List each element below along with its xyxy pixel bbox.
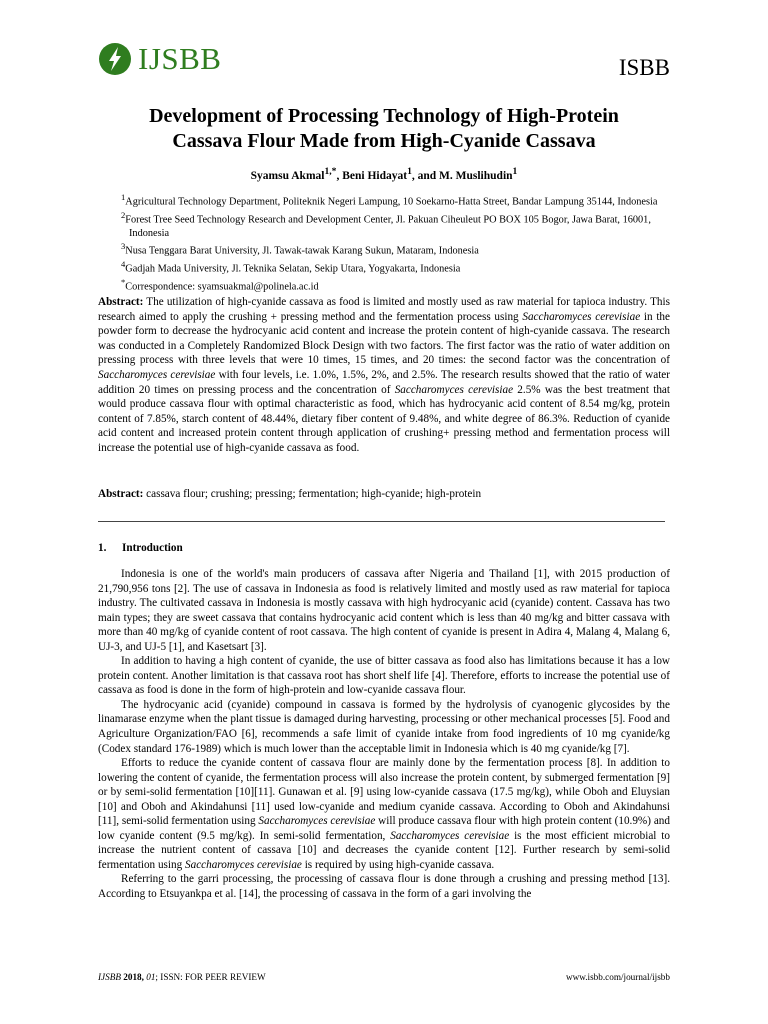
species-name: Saccharomyces cerevisiae — [390, 829, 510, 842]
affiliation-sup: 4 — [121, 259, 126, 270]
author-sup: 1 — [512, 166, 518, 177]
title-line: Development of Processing Technology of High-Protein — [149, 105, 619, 127]
journal-abbreviation: ISBB — [618, 55, 670, 80]
paragraph-text: is the most efficient microbial to increase the nutrient content of cassava [10] and decreases the cyanide content [12]. Further research by semi-solid fermentation using — [98, 829, 670, 871]
paragraph-text: is required by using high-cyanide cassava. — [301, 858, 495, 871]
affiliation — [121, 191, 668, 209]
paper-title — [60, 104, 708, 154]
footer-volume: 01 — [146, 972, 156, 982]
author-list — [60, 166, 708, 182]
paragraph — [98, 654, 670, 698]
paragraph-text: The hydrocyanic acid (cyanide) compound in cassava is formed by the hydrolysis of cyanogenic glycosides by the linamarase enzyme when the plant tissue is damaged during harvesting, processing or other mechanical processes [5]. Food and Agriculture Organization/FAO [6], recommends a safe limit of cyanide intake from food ingredients of 10 mg cyanide/kg (Codex standard 176-1989) which is much lower than the acceptable limit in Indonesia which is 40 mg cyanide/kg [7]. — [98, 698, 670, 755]
author-separator: , and — [411, 169, 440, 182]
footer-year: 2018, — [120, 972, 147, 982]
section-number: 1. — [98, 542, 107, 554]
affiliation-sup: * — [121, 277, 126, 288]
footer-url: www.isbb.com/journal/ijsbb — [565, 972, 670, 982]
keywords — [98, 488, 670, 500]
affiliation-text: Forest Tree Seed Technology Research and Development Center, Jl. Pakuan Ciheuleut PO BOX 105 Bogor, Jawa Barat, 16001, Indonesia — [125, 214, 651, 239]
paragraph-text: Indonesia is one of the world's main producers of cassava after Nigeria and Thailand [1], with 2015 production of 21,790,956 tons [2]. The use of cassava in Indonesia as food is relatively limited and mostly used as raw material for tapioca industry. The cultivated cassava in Indonesia is mostly cassava with high hydrocyanic acid (cyanide) content. Cassava has two main types; they are sweet cassava that contains hydrocyanic acid content which is less than 40 mg/kg and bitter cassava with more than 40 mg/kg of cyanide content of root cassava. The high content of cyanide is present in Adira 4, Malang 4, Malang 6, UJ-3, and UJ-5 [1], and Kasetsart [3]. — [98, 568, 670, 653]
footer-citation — [98, 972, 266, 982]
introduction-body — [98, 567, 670, 902]
footer-journal: IJSBB — [98, 972, 121, 982]
species-name: Saccharomyces cerevisiae — [185, 858, 302, 871]
species-name: Saccharomyces cerevisiae — [522, 310, 641, 323]
author-sup: 1 — [407, 166, 412, 177]
paragraph-text: Efforts to reduce the cyanide content of cassava flour are mainly done by the fermentation process [8]. In addition to lowering the content of cyanide, the fermentation process will also increase the protein content, by submerged fermentation [9] or by semi-solid fermentation [10][11]. Gunawan et al. [9] using low-cyanide cassava (17.5 mg/kg), while Oboh and Eluysian [10] and Oboh and Akindahunsi [11] used low-cyanide and medium cyanide cassava. According to Oboh and Akindahunsi [11], semi-solid fermentation using — [98, 757, 670, 828]
affiliation — [121, 240, 668, 258]
affiliation — [121, 209, 668, 240]
paragraph — [98, 567, 670, 654]
affiliation-list — [121, 191, 668, 294]
affiliation-text: Nusa Tenggara Barat University, Jl. Tawak-tawak Karang Sukun, Mataram, Indonesia — [125, 245, 479, 257]
footer-issn: ; ISSN: FOR PEER REVIEW — [155, 972, 266, 982]
paragraph — [98, 872, 670, 901]
affiliation-sup: 1 — [121, 192, 126, 202]
abstract-text: The utilization of high-cyanide cassava as food is limited and mostly used as raw material for tapioca industry. This research aimed to apply the crushing + pressing method and the fermentation process using — [98, 296, 670, 323]
author-name: M. Muslihudin — [439, 169, 513, 182]
affiliation-text: Agricultural Technology Department, Politeknik Negeri Lampung, 10 Soekarno-Hatta Street, Bandar Lampung 35144, Indonesia — [125, 196, 658, 208]
affiliation-text: Correspondence: syamsuakmal@polinela.ac.id — [125, 281, 319, 293]
leaf-bolt-icon — [98, 42, 132, 76]
affiliation — [121, 276, 668, 294]
abstract-text: with four levels, i.e. 1.0%, 1.5%, 2%, and 2.5%. The research results showed that the ratio of water addition 20 times on pressing process and the concentration of — [98, 368, 671, 396]
logo-text: IJSBB — [138, 41, 222, 76]
abstract — [98, 295, 670, 456]
paragraph-text: will produce cassava flour with high protein content (10.9%) and low cyanide content (9.5 mg/kg). In semi-solid fermentation, — [98, 815, 670, 842]
title-line: Cassava Flour Made from High-Cyanide Cassava — [172, 130, 596, 152]
author-separator: , — [336, 169, 343, 182]
section-heading — [98, 542, 183, 554]
species-name: Saccharomyces cerevisiae — [98, 368, 216, 381]
paragraph — [98, 698, 670, 756]
affiliation-sup: 3 — [121, 241, 126, 252]
affiliation-text: Gadjah Mada University, Jl. Teknika Selatan, Sekip Utara, Yogyakarta, Indonesia — [125, 263, 461, 275]
author-name: Syamsu Akmal — [250, 169, 325, 182]
section-title: Introduction — [122, 542, 183, 554]
affiliation-sup: 2 — [121, 209, 126, 220]
paragraph-text: Referring to the garri processing, the processing of cassava flour is done through a crushing and pressing method [13]. According to Etsuyankpa et al. [14], the processing of cassava in the form of a gari involving the — [98, 873, 670, 901]
keywords-label: Abstract: — [98, 488, 144, 500]
paragraph-text: In addition to having a high content of cyanide, the use of bitter cassava as food also has limitations because it has a low protein content. Another limitation is that cassava root has short shelf life [4]. Therefore, efforts to increase the potential use of cassava as food is done in the form of high-protein and low-cyanide cassava flour. — [98, 655, 670, 697]
abstract-text: 2.5% was the best treatment that would produce cassava flour with optimal characteristic as food, which has hydrocyanic acid content of 8.54 mg/kg, protein content of 7.85%, starch content of 48.44%, dietary fiber content of 9.48%, and white degree of 86.3%. Reduction of cyanide acid content and increased protein content through application of crushing+ pressing method and fermentation process will increase the potential use of high-cyanide cassava as food. — [98, 383, 670, 454]
paragraph — [98, 756, 670, 872]
affiliation — [121, 258, 668, 276]
species-name: Saccharomyces cerevisiae — [394, 383, 514, 396]
keywords-text: cassava flour; crushing; pressing; fermentation; high-cyanide; high-protein — [143, 488, 482, 500]
species-name: Saccharomyces cerevisiae — [258, 815, 376, 828]
author-sup: 1,* — [324, 166, 337, 177]
author-name: Beni Hidayat — [342, 169, 408, 182]
divider — [98, 521, 665, 522]
abstract-label: Abstract: — [98, 296, 144, 308]
abstract-text: in the powder form to decrease the hydrocyanic acid content and increase the protein content of high-cyanide cassava. The research was conducted in a Completely Randomized Block Design with two factors. The first factor was the ratio of water addition on pressing process with three levels that were 10 times, 15 times, and 20 times: the second factor was the concentration of — [98, 310, 670, 367]
journal-logo — [98, 42, 221, 76]
